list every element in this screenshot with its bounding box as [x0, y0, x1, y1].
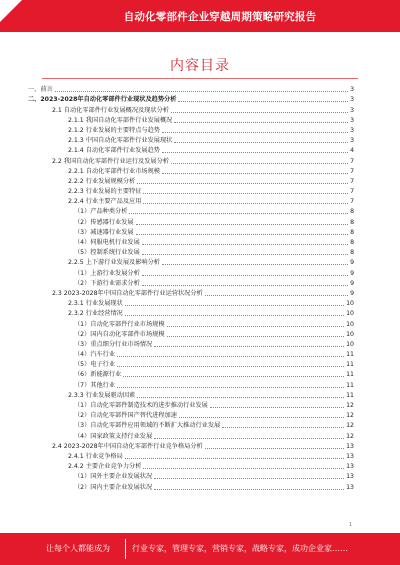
toc-entry[interactable]: [28, 308, 354, 318]
toc-entry[interactable]: [28, 237, 354, 247]
toc-leader-dots: [55, 91, 348, 92]
toc-entry-label: 一、前言: [28, 86, 53, 94]
report-header: [0, 0, 400, 32]
toc-entry-page: 3: [350, 96, 354, 104]
toc-entry[interactable]: [28, 400, 354, 410]
toc-entry[interactable]: [28, 278, 354, 288]
toc-entry-label: 2.4.2 主要企业竞争力分析: [68, 463, 142, 471]
toc-entry-page: 3: [350, 126, 354, 134]
toc-leader-dots: [142, 244, 348, 245]
toc-leader-dots: [154, 438, 344, 439]
toc-entry-label: （1）产品种类分析: [74, 208, 128, 216]
toc-leader-dots: [137, 397, 344, 398]
toc-leader-dots: [174, 142, 348, 143]
toc-entry-page: 11: [346, 391, 354, 399]
toc-leader-dots: [125, 315, 344, 316]
toc-entry-page: 3: [350, 86, 354, 94]
toc-leader-dots: [136, 234, 348, 235]
toc-entry-page: 8: [350, 228, 354, 236]
toc-entry-page: 7: [350, 157, 354, 165]
toc-entry-label: （2）国内自动化零部件市场规模: [74, 330, 165, 338]
toc-entry-label: 2.1.1 我国自动化零部件行业发展概况: [68, 116, 173, 124]
toc-entry[interactable]: [28, 155, 354, 165]
toc-entry[interactable]: [28, 125, 354, 135]
toc-entry-page: 9: [350, 289, 354, 297]
toc-entry-label: （5）控制系统行业发展: [74, 249, 140, 257]
toc-leader-dots: [205, 295, 348, 296]
toc-entry-label: 2.3.1 行业发展现状: [68, 300, 123, 308]
toc-entry-page: 10: [346, 300, 354, 308]
toc-leader-dots: [162, 264, 348, 265]
toc-entry[interactable]: [28, 135, 354, 145]
toc-entry-label: （4）伺服电机行业发展: [74, 239, 140, 246]
toc-entry-label: （3）重点细分行业市场情况: [74, 340, 153, 348]
toc-leader-dots: [222, 427, 344, 428]
toc-leader-dots: [162, 152, 348, 153]
toc-entry-page: 10: [346, 320, 354, 328]
toc-entry-label: （3）自动化零部件应用领域的不断扩大推动行业发展: [74, 422, 221, 430]
toc-entry-page: 3: [350, 106, 354, 114]
toc-entry[interactable]: [28, 247, 354, 257]
toc-entry-page: 8: [350, 208, 354, 216]
toc-title: 内容目录: [170, 58, 230, 74]
toc-entry-label: 2.3.2 行业经营情况: [68, 310, 123, 318]
toc-entry[interactable]: [28, 84, 354, 94]
toc-leader-dots: [179, 417, 344, 418]
toc-entry-label: （2）传感器行业发展: [74, 218, 134, 226]
toc-entry[interactable]: [28, 461, 354, 471]
toc-leader-dots: [162, 173, 348, 174]
toc-entry-page: 4: [350, 147, 354, 155]
toc-entry-label: （1）自动化零部件行业市场规模: [74, 320, 165, 328]
toc-entry-label: 2.2.2 行业发展规模分析: [68, 177, 136, 185]
toc-entry[interactable]: [28, 451, 354, 461]
page-number: 1: [348, 522, 352, 528]
toc-leader-dots: [154, 478, 344, 479]
toc-leader-dots: [143, 193, 348, 194]
toc-leader-dots: [210, 407, 344, 408]
toc-leader-dots: [137, 183, 348, 184]
toc-entry-page: 3: [350, 137, 354, 145]
toc-entry[interactable]: [28, 430, 354, 440]
toc-entry[interactable]: [28, 166, 354, 176]
toc-leader-dots: [171, 163, 348, 164]
toc-entry-label: 2.2.5 上下游行业发展及影响分析: [68, 259, 160, 267]
toc-entry-page: 11: [346, 371, 354, 379]
toc-entry-label: （7）其他行业: [74, 381, 116, 389]
toc-entry-label: 2.2.3 行业发展的主要特征: [68, 188, 142, 196]
toc-entry-label: 2.1.4 自动化零部件行业发展趋势: [68, 147, 160, 155]
toc-entry[interactable]: [28, 441, 354, 451]
toc-leader-dots: [174, 122, 348, 123]
toc-entry[interactable]: [28, 186, 354, 196]
toc-entry-page: 8: [350, 239, 354, 246]
toc-entry[interactable]: [28, 267, 354, 277]
toc-entry-page: 12: [346, 412, 354, 420]
toc-leader-dots: [129, 213, 348, 214]
report-title: 自动化零部件企业穿越周期策略研究报告: [123, 11, 317, 23]
toc-entry-page: 7: [350, 188, 354, 196]
toc-entry[interactable]: [28, 115, 354, 125]
toc-entry-page: 13: [346, 452, 354, 460]
toc-leader-dots: [143, 468, 344, 469]
toc-leader-dots: [125, 458, 344, 459]
toc-entry[interactable]: [28, 104, 354, 114]
toc-entry-page: 8: [350, 218, 354, 226]
footer-bar: [0, 533, 400, 565]
toc-entry[interactable]: [28, 257, 354, 267]
toc-entry[interactable]: [28, 390, 354, 400]
toc-entry-label: （2）下游行业需求分析: [74, 279, 140, 287]
toc-leader-dots: [178, 101, 348, 102]
toc-entry-label: 2.1 自动化零部件行业发展概况及现状分析: [52, 106, 169, 114]
footer-slogan: 让每个人都能成为: [46, 544, 110, 553]
toc-entry-page: 13: [346, 463, 354, 471]
toc-leader-dots: [125, 305, 344, 306]
toc-divider: [42, 78, 358, 79]
toc-entry[interactable]: [28, 369, 354, 379]
toc-leader-dots: [205, 448, 344, 449]
toc-entry-label: （4）国家政策支持行业发展: [74, 432, 153, 440]
toc-leader-dots: [117, 366, 344, 367]
toc-entry-label: （6）新能源行业: [74, 371, 122, 379]
toc-leader-dots: [142, 275, 348, 276]
toc-leader-dots: [162, 132, 348, 133]
toc-entry-label: 2.2.1 自动化零部件行业市场规模: [68, 167, 160, 175]
toc-leader-dots: [154, 346, 344, 347]
toc-entry[interactable]: [28, 410, 354, 420]
toc-entry-page: 7: [350, 177, 354, 185]
toc-entry[interactable]: [28, 339, 354, 349]
toc-entry[interactable]: [28, 359, 354, 369]
toc-entry[interactable]: [28, 176, 354, 186]
toc-entry[interactable]: [28, 196, 354, 206]
header-corner-decoration: [0, 0, 22, 22]
toc-leader-dots: [171, 112, 348, 113]
toc-leader-dots: [154, 489, 344, 490]
toc-entry-label: （5）电子行业: [74, 361, 116, 369]
toc-entry-page: 12: [346, 432, 354, 440]
toc-entry-page: 11: [346, 381, 354, 389]
toc-entry-page: 10: [346, 330, 354, 338]
toc-entry-page: 9: [350, 279, 354, 287]
toc-entry-label: 二、2023-2028年自动化零部件行业现状及趋势分析: [28, 96, 177, 104]
toc-entry[interactable]: [28, 288, 354, 298]
toc-entry-label: 2.4 2023-2028年中国自动化零部件行业竞争格局分析: [52, 442, 203, 450]
toc-entry-page: 11: [346, 351, 354, 359]
toc-entry[interactable]: [28, 471, 354, 481]
toc-entry-page: 12: [346, 422, 354, 430]
toc-leader-dots: [117, 356, 344, 357]
toc-leader-dots: [117, 387, 344, 388]
toc-entry-page: 13: [346, 483, 354, 491]
toc-entry-label: （1）上游行业发展分析: [74, 269, 140, 277]
toc-leader-dots: [167, 336, 345, 337]
toc-entry-label: 2.1.2 行业发展的主要特点与趋势: [68, 126, 160, 134]
toc-entry-page: 10: [346, 310, 354, 318]
toc-entry[interactable]: [28, 94, 354, 104]
toc-entry-page: 7: [350, 167, 354, 175]
toc-entry[interactable]: [28, 216, 354, 226]
toc-entry[interactable]: [28, 420, 354, 430]
toc-entry-page: 12: [346, 402, 354, 409]
toc-entry-label: 2.1.3 中国自动化零部件行业发展现状: [68, 137, 173, 145]
toc-entry-page: 13: [346, 473, 354, 481]
toc-leader-dots: [143, 203, 348, 204]
toc-leader-dots: [123, 376, 344, 377]
toc-entry-label: 2.4.1 行业竞争格局: [68, 452, 123, 460]
toc-entry[interactable]: [28, 298, 354, 308]
toc-entry-page: 13: [346, 442, 354, 450]
toc-entry-page: 10: [346, 340, 354, 348]
toc-entry-label: 2.2 我国自动化零部件行业运行及发展分析: [52, 157, 169, 165]
toc-entry-page: 8: [350, 249, 354, 257]
toc-leader-dots: [142, 254, 348, 255]
toc-entry-label: （2）自动化零部件国产替代进程加速: [74, 412, 177, 420]
toc-entry-page: 9: [350, 259, 354, 267]
table-of-contents: [28, 84, 354, 492]
toc-entry[interactable]: [28, 206, 354, 216]
toc-entry-label: 2.2.4 行业主要产品及应用: [68, 198, 142, 206]
toc-leader-dots: [142, 285, 348, 286]
toc-entry-label: （4）汽车行业: [74, 351, 116, 359]
toc-entry-page: 9: [350, 269, 354, 277]
toc-entry[interactable]: [28, 318, 354, 328]
toc-entry-page: 11: [346, 361, 354, 369]
footer-tagline: 行业专家，管理专家，营销专家，战略专家，成功企业家……: [132, 544, 348, 553]
toc-entry-label: 2.3.3 行业发展驱动因素: [68, 391, 136, 399]
toc-entry-label: （1）国外主要企业发展状况: [74, 473, 153, 481]
toc-entry[interactable]: [28, 379, 354, 389]
toc-entry-page: 3: [350, 116, 354, 124]
toc-entry-label: （1）自动化零部件制造技术的进步推动行业发展: [74, 402, 208, 409]
toc-entry-page: 7: [350, 198, 354, 206]
toc-entry[interactable]: [28, 329, 354, 339]
toc-entry-label: 2.3 2023-2028年中国自动化零部件行业运营状况分析: [52, 289, 203, 297]
toc-entry[interactable]: [28, 349, 354, 359]
toc-entry[interactable]: [28, 227, 354, 237]
toc-entry[interactable]: [28, 481, 354, 491]
toc-entry[interactable]: [28, 145, 354, 155]
toc-entry-label: （2）国内主要企业发展状况: [74, 483, 153, 491]
toc-leader-dots: [167, 326, 345, 327]
toc-leader-dots: [136, 224, 348, 225]
toc-entry-label: （3）减速器行业发展: [74, 228, 134, 236]
footer-divider: [125, 539, 126, 559]
